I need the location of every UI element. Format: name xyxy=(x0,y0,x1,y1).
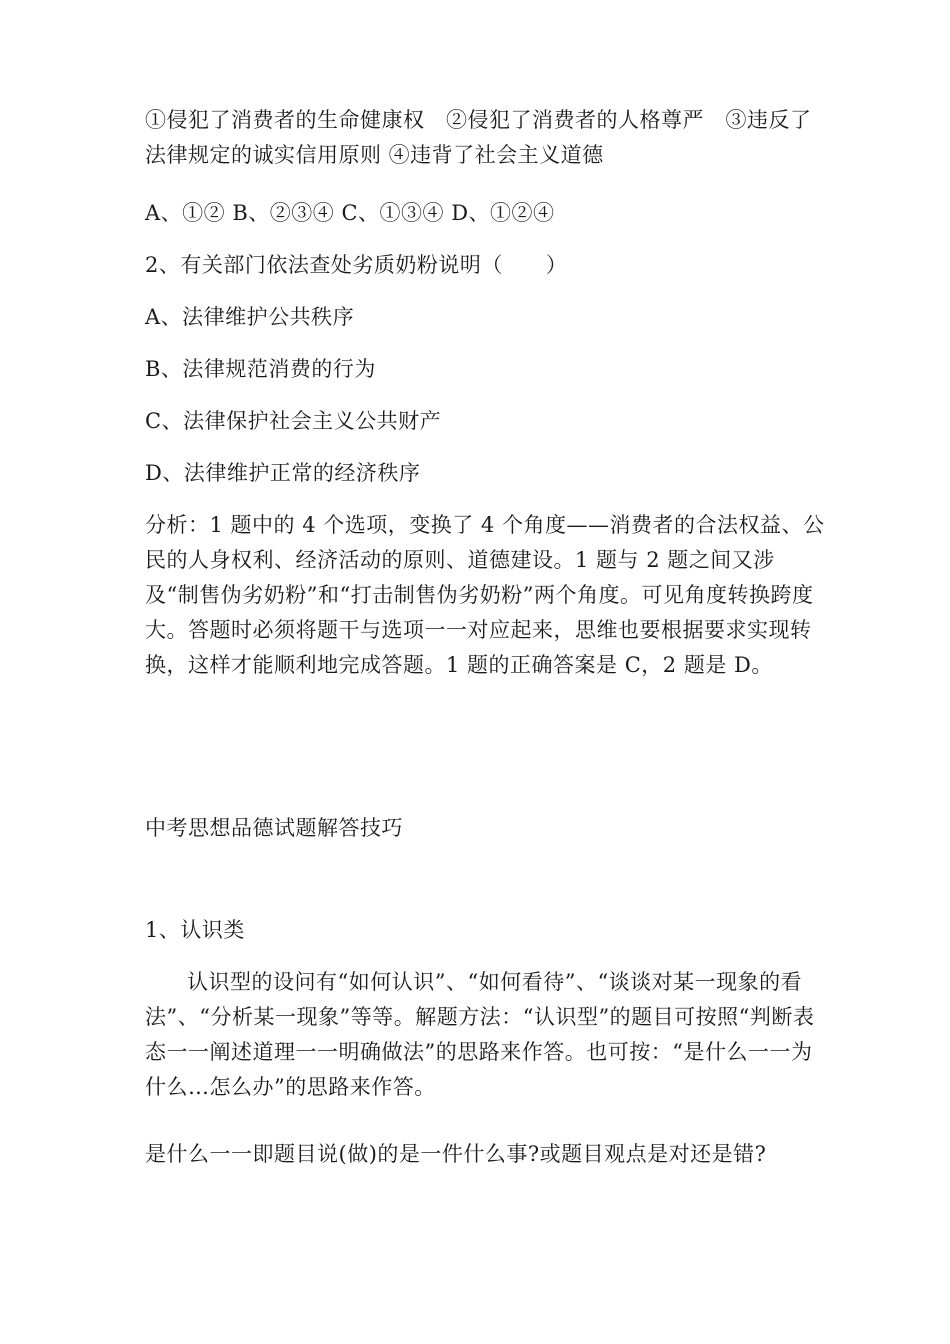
option-b: B、法律规范消费的行为 xyxy=(145,357,376,381)
option-a: A、法律维护公共秩序 xyxy=(145,305,355,329)
option-d: D、法律维护正常的经济秩序 xyxy=(145,461,421,485)
recognition-paragraph: 认识型的设问有“如何认识”、“如何看待”、“谈谈对某一现象的看法”、“分析某一现象”等等。解题方法：“认识型”的题目可按照“判断表态一一阐述道理一一明确做法”的思路来作答。也可按：“是什么一一为什么…怎么办”的思路来作答。 xyxy=(145,970,815,1099)
subsection-heading: 1、认识类 xyxy=(145,918,245,942)
question-2: 2、有关部门依法查处劣质奶粉说明（ ） xyxy=(145,253,568,277)
options-statements: ①侵犯了消费者的生命健康权 ②侵犯了消费者的人格尊严 ③违反了法律规定的诚实信用原则 ④违背了社会主义道德 xyxy=(145,108,812,167)
option-c: C、法律保护社会主义公共财产 xyxy=(145,409,442,433)
section-title: 中考思想品德试题解答技巧 xyxy=(145,816,403,840)
what-is-paragraph: 是什么一一即题目说(做)的是一件什么事?或题目观点是对还是错? xyxy=(145,1142,767,1166)
answer-choices-q1: A、①② B、②③④ C、①③④ D、①②④ xyxy=(145,201,555,225)
analysis-paragraph: 分析：1 题中的 4 个选项，变换了 4 个角度——消费者的合法权益、公民的人身权利、经济活动的原则、道德建设。1 题与 2 题之间又涉及“制售伪劣奶粉”和“打击制售伪劣奶粉”两个角度。可见角度转换跨度大。答题时必须将题干与选项一一对应起来，思维也要根据要求实现转换，这样才能顺利地完成答题。1 题的正确答案是 C，2 题是 D。 xyxy=(145,513,825,677)
